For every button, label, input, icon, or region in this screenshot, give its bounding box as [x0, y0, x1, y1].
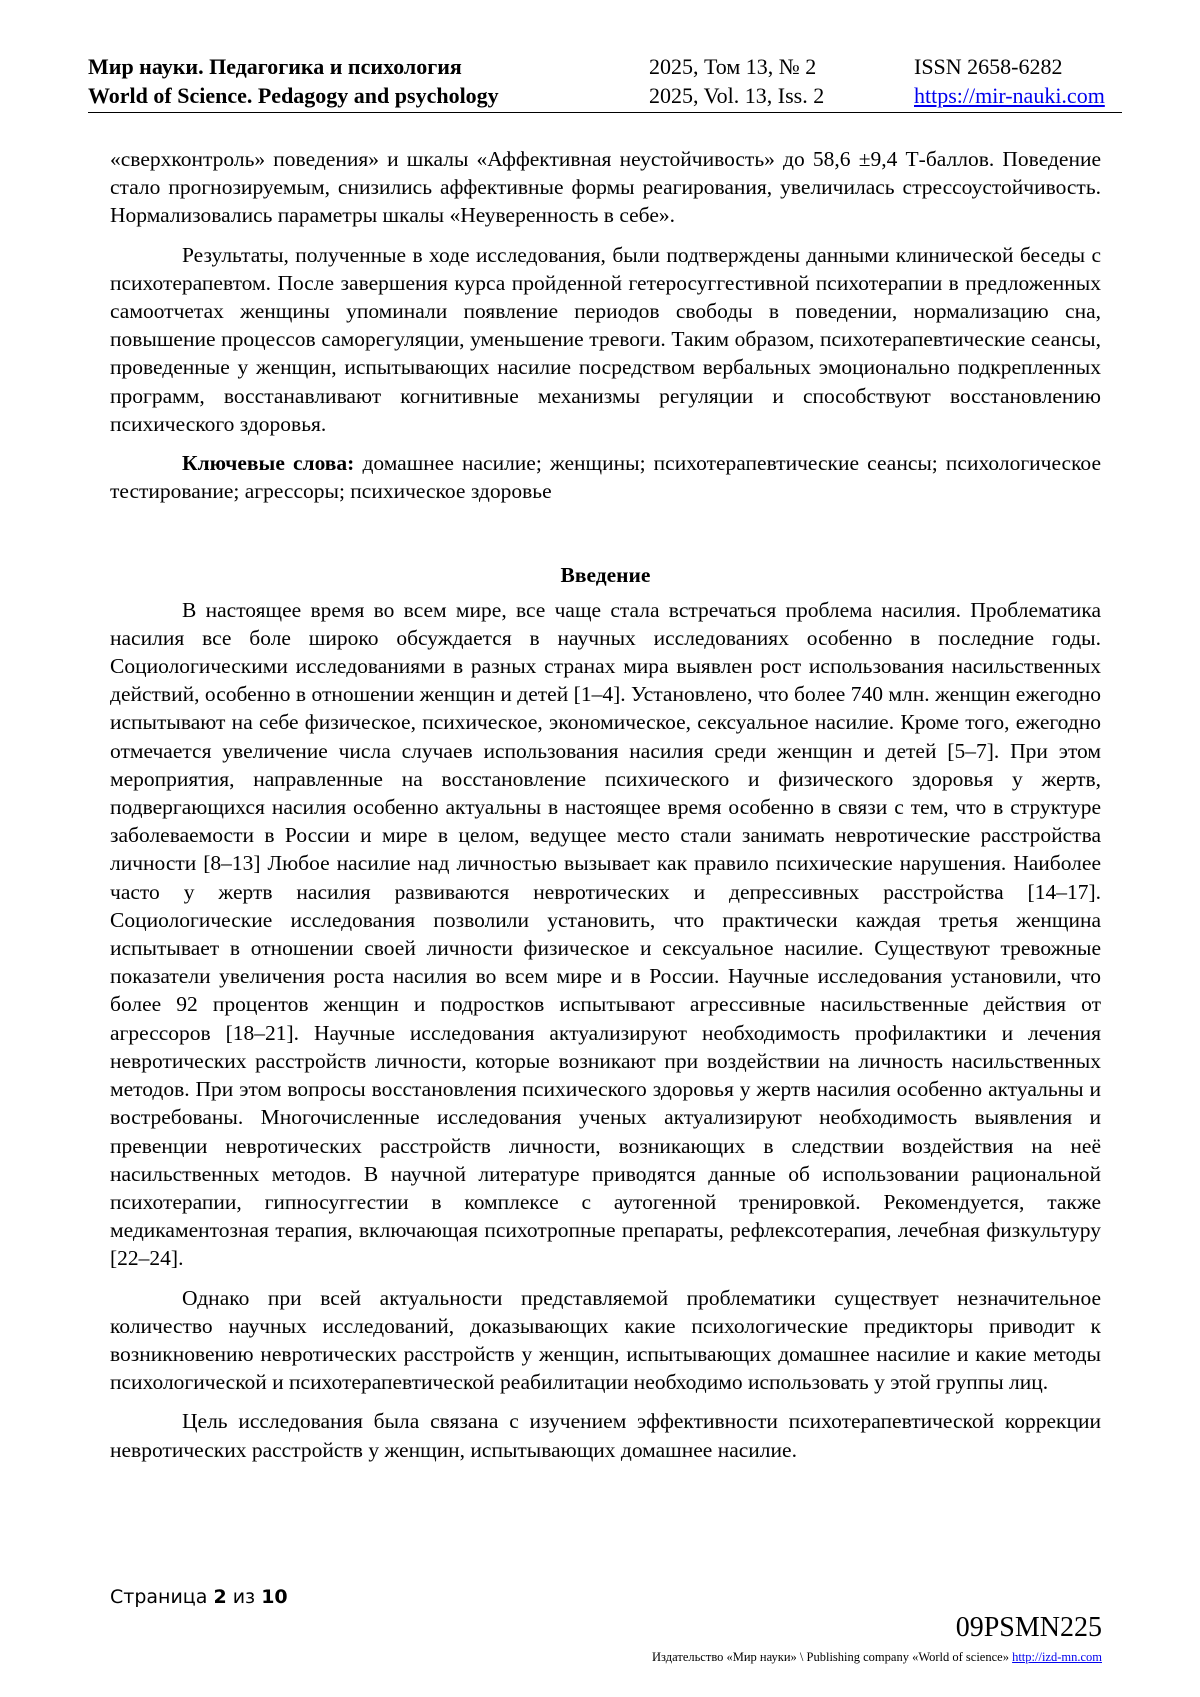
- journal-title-block: [88, 52, 499, 110]
- results-paragraph-continued: «сверхконтроль» поведения» и шкалы «Аффективная неустойчивость» до 58,6 ±9,4 Т-баллов. Поведение стало прогнозируемым, снизились аффективные формы реагирования, увеличилась стрессоустойчивость. Нормализовались параметры шкалы «Неуверенность в себе».: [110, 147, 1101, 228]
- keywords-paragraph: [110, 449, 1101, 505]
- running-header: [88, 52, 1122, 113]
- article-body: [110, 145, 1101, 1475]
- journal-title-ru: Мир науки. Педагогика и психология: [88, 54, 462, 79]
- issue-info-block: [649, 52, 824, 110]
- publisher-text: Издательство «Мир науки» \ Publishing company «World of science»: [652, 1650, 1013, 1664]
- issn-block: [914, 52, 1105, 110]
- article-code: 09PSMN225: [955, 1612, 1102, 1643]
- publisher-link[interactable]: http://izd-mn.com: [1012, 1650, 1102, 1664]
- introduction-paragraph-3: Цель исследования была связана с изучением эффективности психотерапевтической коррекции невротических расстройств у женщин, испытывающих домашнее насилие.: [110, 1409, 1101, 1462]
- journal-title-en: World of Science. Pedagogy and psychology: [88, 83, 499, 108]
- introduction-paragraph-2: Однако при всей актуальности представляемой проблематики существует незначительное количество научных исследований, доказывающих какие психологические предикторы приводит к возникновению невротических расстройств у женщин, испытывающих домашнее насилие и какие методы психологической и психотерапевтической реабилитации необходимо использовать у этой группы лиц.: [110, 1285, 1101, 1395]
- results-paragraph: Результаты, полученные в ходе исследования, были подтверждены данными клинической беседы с психотерапевтом. После завершения курса пройденной гетеросуггестивной психотерапии в предложенных самоотчетах женщины упоминали появление периодов свободы в поведении, нормализацию сна, повышение процессов саморегуляции, уменьшение тревоги. Таким образом, психотерапевтические сеансы, проведенные у женщин, испытывающих насилие посредством вербальных эмоционально подкрепленных программ, восстанавливают когнитивные механизмы регуляции и способствуют восстановлению психического здоровья.: [110, 242, 1101, 436]
- introduction-paragraph-1: В настоящее время во всем мире, все чаще стала встречаться проблема насилия. Проблематика насилия все боле широко обсуждается в научных исследованиях особенно в последние годы. Социологическими исследованиями в разных странах мира выявлен рост использования насильственных действий, особенно в отношении женщин и детей [1–4]. Установлено, что более 740 млн. женщин ежегодно испытывают на себе физическое, психическое, экономическое, сексуальное насилие. Кроме того, ежегодно отмечается увеличение числа случаев использования насилия среди женщин и детей [5–7]. При этом мероприятия, направленные на восстановление психического и физического здоровья у жертв, подвергающихся насилия особенно актуальны в настоящее время особенно в связи с тем, что в структуре заболеваемости в России и мире в целом, ведущее место стали занимать невротические расстройства личности [8–13] Любое насилие над личностью вызывает как правило психические нарушения. Наиболее часто у жертв насилия развиваются невротических и депрессивных расстройства [14–17]. Социологические исследования позволили установить, что практически каждая третья женщина испытывает в отношении своей личности физическое и сексуальное насилие. Существуют тревожные показатели увеличения роста насилия во всем мире и в России. Научные исследования установили, что более 92 процентов женщин и подростков испытывают агрессивные насильственные действия от агрессоров [18–21]. Научные исследования актуализируют необходимость профилактики и лечения невротических расстройств личности, которые возникают при воздействии на личность насильственных методов. При этом вопросы восстановления психического здоровья у жертв насилия особенно актуальны и востребованы. Многочисленные исследования ученых актуализируют необходимость выявления и превенции невротических расстройств личности, возникающих в следствии воздействия на неё насильственных методов. В научной литературе приводятся данные об использовании рациональной психотерапии, гипносуггестии в комплексе с аутогенной тренировкой. Рекомендуется, также медикаментозная терапия, включающая психотропные препараты, рефлексотерапия, лечебная физкультуру [22–24].: [110, 597, 1101, 1271]
- issn-number: ISSN 2658-6282: [914, 54, 1063, 79]
- page-of: из: [226, 1586, 262, 1608]
- issue-info-en: 2025, Vol. 13, Iss. 2: [649, 83, 825, 108]
- section-title-introduction: Введение: [560, 563, 651, 588]
- journal-website-link[interactable]: https://mir-nauki.com: [914, 83, 1105, 108]
- publisher-line: [652, 1650, 1102, 1665]
- page-current: 2: [213, 1586, 227, 1608]
- issue-info-ru: 2025, Том 13, № 2: [649, 54, 817, 79]
- page-word: Страница: [110, 1586, 214, 1608]
- page-total: 10: [261, 1586, 288, 1608]
- keywords-list: домашнее насилие; женщины; психотерапевтические сеансы; психологическое тестирование; агрессоры; психическое здоровье: [110, 451, 1101, 504]
- keywords-label: Ключевые слова:: [182, 451, 355, 476]
- page-number: [110, 1586, 288, 1608]
